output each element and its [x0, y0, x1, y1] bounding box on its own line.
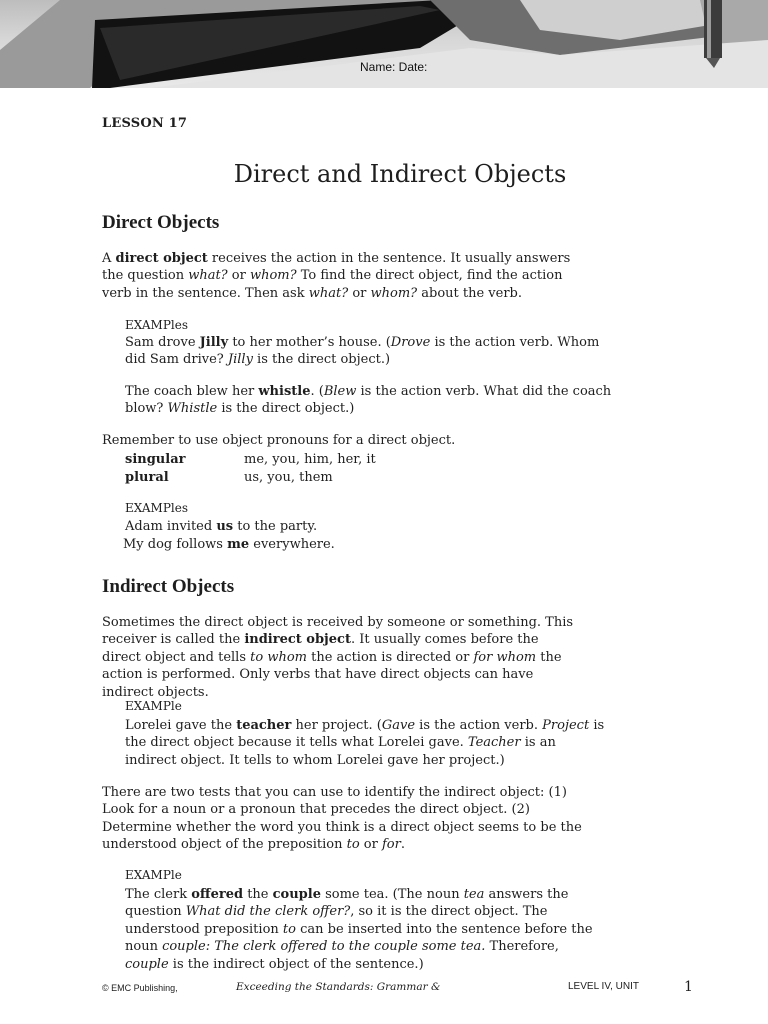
page-title: Direct and Indirect Objects	[233, 160, 567, 188]
direct-example-1: Sam drove Jilly to her mother’s house. (Drove is the action verb. Whom did Sam drive? Jilly is the direct object.)	[125, 335, 600, 368]
footer-book-title: Exceeding the Standards: Grammar &	[236, 981, 441, 993]
indirect-example-1: Lorelei gave the teacher her project. (Gave is the action verb. Project is the direct object because it tells what Lorelei gave. Teacher is an indirect object. It tells to whom Lorelei gave her project.)	[125, 718, 605, 768]
pronoun-values-singular: me, you, him, her, it	[244, 452, 376, 467]
indirect-tests: There are two tests that you can use to identify the indirect object: (1) Look for a noun or a pronoun that precedes the direct object. (2) Determine whether the word you think is a direct object seems to be the understood object of the preposition to or for.	[102, 785, 582, 853]
pronoun-label-singular: singular	[125, 452, 186, 467]
desk-photo	[0, 0, 768, 88]
example-label: EXAMPle	[125, 699, 182, 713]
direct-example-4: My dog follows me everywhere.	[123, 537, 335, 552]
lesson-label: LESSON 17	[102, 116, 188, 131]
header-banner	[0, 0, 768, 88]
examples-label-2: EXAMPles	[125, 501, 188, 515]
pronoun-values-plural: us, you, them	[244, 470, 333, 485]
footer-publisher: © EMC Publishing,	[102, 983, 178, 993]
direct-objects-heading: Direct Objects	[102, 212, 220, 233]
direct-example-3: Adam invited us to the party.	[125, 519, 318, 534]
pronoun-label-plural: plural	[125, 470, 169, 485]
indirect-objects-heading: Indirect Objects	[102, 576, 235, 597]
indirect-objects-intro: Sometimes the direct object is received by someone or something. This receiver is called the indirect object. It usually comes before the direct object and tells to whom the action is directed or for whom the action is performed. Only verbs that have direct objects can have indirect objects.	[102, 615, 574, 700]
direct-objects-intro: A direct object receives the action in the sentence. It usually answers the question what? or whom? To find the direct object, find the action verb in the sentence. Then ask what? or whom? about the verb.	[102, 251, 571, 301]
name-date-field: Name: Date:	[360, 60, 428, 74]
example-label-2: EXAMPle	[125, 868, 182, 882]
pronoun-intro: Remember to use object pronouns for a direct object.	[102, 433, 456, 448]
direct-example-2: The coach blew her whistle. (Blew is the action verb. What did the coach blow? Whistle is the direct object.)	[125, 384, 612, 417]
examples-label: EXAMPles	[125, 318, 188, 332]
footer-level: LEVEL IV, UNIT	[568, 981, 639, 992]
indirect-example-2: The clerk offered the couple some tea. (The noun tea answers the question What did the clerk offer?, so it is the direct object. The understood preposition to can be inserted into the sentence before the noun couple: The clerk offered to the couple some tea. Therefore, couple is the indirect object of the sentence.)	[125, 887, 593, 972]
page-number: 1	[684, 979, 693, 995]
